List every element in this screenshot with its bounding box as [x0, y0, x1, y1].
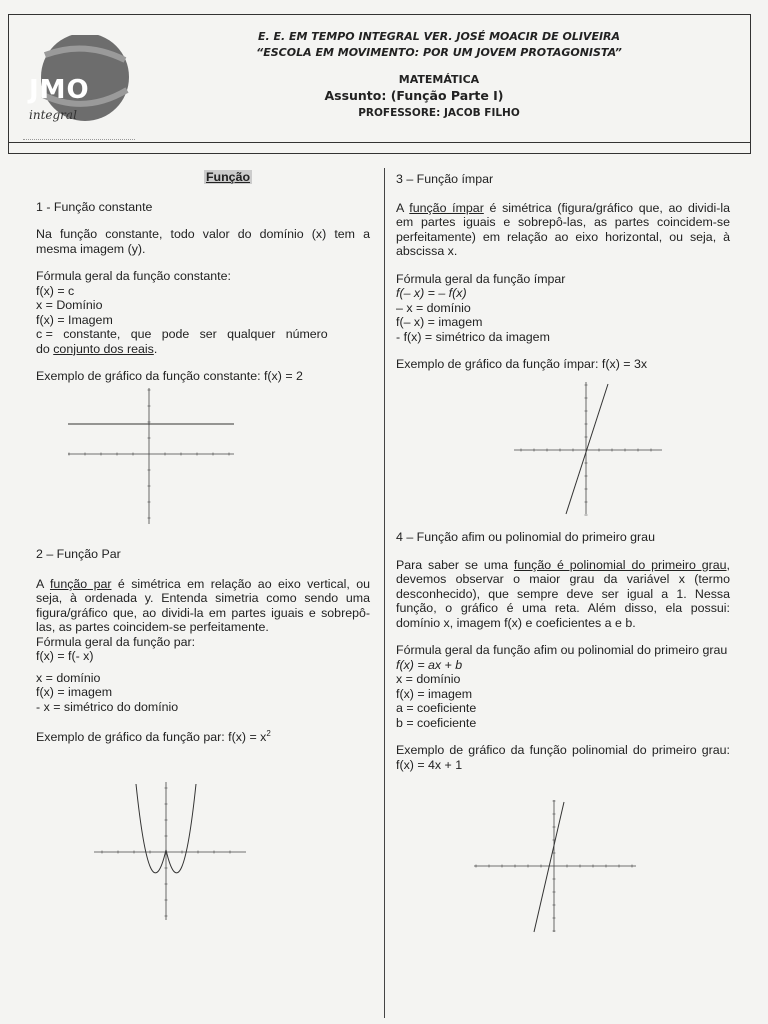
school-logo	[15, 35, 135, 135]
s3-formula-title: Fórmula geral da função ímpar	[396, 271, 566, 286]
column-divider	[384, 168, 385, 1018]
s2-formula-title: Fórmula geral da função par:	[36, 634, 196, 649]
s3-p-rest: é simétrica (figura/gráfico que, ao dividi-la em partes iguais e sobrepô-las, as partes coincidem-se perfeitamente) em relação ao eixo horizontal, ou seja, à abscissa x.	[396, 200, 730, 258]
main-title-row	[86, 170, 370, 185]
s4-formula-title: Fórmula geral da função afim ou polinomial do primeiro grau	[396, 643, 728, 657]
s1-formula-line5	[36, 342, 370, 357]
s2-formula-line3: f(x) = imagem	[36, 685, 113, 699]
s4-formula-line2: x = domínio	[396, 672, 461, 686]
logo-text: JMO	[29, 75, 90, 105]
s2-formula-line2: x = domínio	[36, 670, 101, 685]
linear-line	[534, 802, 564, 932]
s4-formula-line1: f(x) = ax + b	[396, 657, 463, 672]
s3-formula-line4: - f(x) = simétrico da imagem	[396, 329, 550, 344]
s3-formula-line3: f(– x) = imagem	[396, 315, 483, 329]
assunto-title: Assunto: (Função Parte I)	[324, 88, 504, 103]
s2-p-rest: é simétrica em relação ao eixo vertical, ou seja, à ordenada y. Entenda simetria como sendo uma figura/gráfico que, ao dividi-la em partes iguais e sobrepô-las, as partes coincidem-se perfeitamente.	[36, 576, 370, 634]
s2-title: 2 – Função Par	[36, 547, 121, 561]
right-column	[396, 172, 730, 372]
funcao-polinomial-link[interactable]: função é polinomial do primeiro grau	[513, 557, 727, 572]
s3-formula-line1: f(– x) = – f(x)	[396, 286, 467, 300]
s3-example: Exemplo de gráfico da função ímpar: f(x) = 3x	[396, 357, 648, 371]
header-rule	[9, 142, 750, 143]
logo-underline	[23, 139, 135, 140]
s1-paragraph: Na função constante, todo valor do domínio (x) tem a mesma imagem (y).	[36, 227, 370, 256]
funcao-par-link[interactable]: função par	[49, 576, 112, 591]
s2-formula-line4: - x = simétrico do domínio	[36, 699, 179, 714]
s4-paragraph	[396, 558, 730, 631]
s2-paragraph	[36, 577, 370, 635]
graph-parabola	[90, 778, 250, 924]
s4-title: 4 – Função afim ou polinomial do primeiro grau	[396, 530, 655, 544]
left-column-2	[36, 547, 370, 745]
s2-formula-line1: f(x) = f(- x)	[36, 649, 94, 663]
right-column-2	[396, 530, 730, 772]
s1-formula-line3: f(x) = Imagem	[36, 312, 113, 327]
s2-example-text: Exemplo de gráfico da função par: f(x) = x	[36, 730, 267, 745]
s1-f4b-pre: do	[36, 341, 54, 356]
s1-title: 1 - Função constante	[36, 199, 153, 214]
s2-example-sup: 2	[266, 729, 271, 738]
main-title: Função	[205, 170, 251, 184]
funcao-impar-link[interactable]: função ímpar	[409, 200, 484, 215]
conjunto-reais-link[interactable]: conjunto dos reais	[53, 341, 154, 356]
header-text	[139, 29, 739, 119]
s4-example: Exemplo de gráfico da função polinomial do primeiro grau: f(x) = 4x + 1	[396, 743, 730, 772]
odd-line	[566, 384, 608, 514]
left-column	[36, 170, 370, 384]
header-box	[8, 14, 751, 154]
logo-subtext: integral	[29, 108, 77, 122]
s3-title: 3 – Função ímpar	[396, 172, 494, 186]
s4-p-rest: , devemos observar o maior grau da variável x (termo desconhecido), que sempre deve ser igual a 1. Nessa função, o gráfico é uma reta. Além disso, ela possui: domínio x, imagem f(x) e coeficientes a e b.	[396, 557, 730, 630]
graph-odd	[510, 378, 666, 518]
s1-formula-title: Fórmula geral da função constante:	[36, 269, 231, 283]
school-name: E. E. EM TEMPO INTEGRAL VER. JOSÉ MOACIR DE OLIVEIRA	[257, 30, 621, 43]
s4-p-pre: Para saber se uma	[396, 557, 514, 572]
subject-title: MATEMÁTICA	[398, 73, 480, 86]
s3-formula-line2: – x = domínio	[396, 300, 471, 315]
graph-constant	[64, 384, 240, 528]
school-motto: “ESCOLA EM MOVIMENTO: POR UM JOVEM PROTAGONISTA”	[256, 46, 622, 59]
s4-formula-line3: f(x) = imagem	[396, 686, 473, 701]
s1-example: Exemplo de gráfico da função constante: f(x) = 2	[36, 369, 303, 383]
s1-formula-line4: c = constante, que pode ser qualquer número	[36, 327, 328, 341]
professor-name: PROFESSORE: JACOB FILHO	[358, 107, 520, 119]
s1-f4b-post: .	[153, 341, 158, 356]
s1-formula-line2: x = Domínio	[36, 298, 103, 312]
s4-formula-line4: a = coeficiente	[396, 701, 477, 715]
graph-linear	[470, 796, 640, 936]
s2-p-pre: A	[36, 576, 50, 591]
s4-formula-line5: b = coeficiente	[396, 715, 477, 730]
s2-example	[36, 727, 370, 745]
s1-formula-line1: f(x) = c	[36, 283, 75, 298]
s3-p-pre: A	[396, 200, 410, 215]
s3-paragraph	[396, 201, 730, 259]
